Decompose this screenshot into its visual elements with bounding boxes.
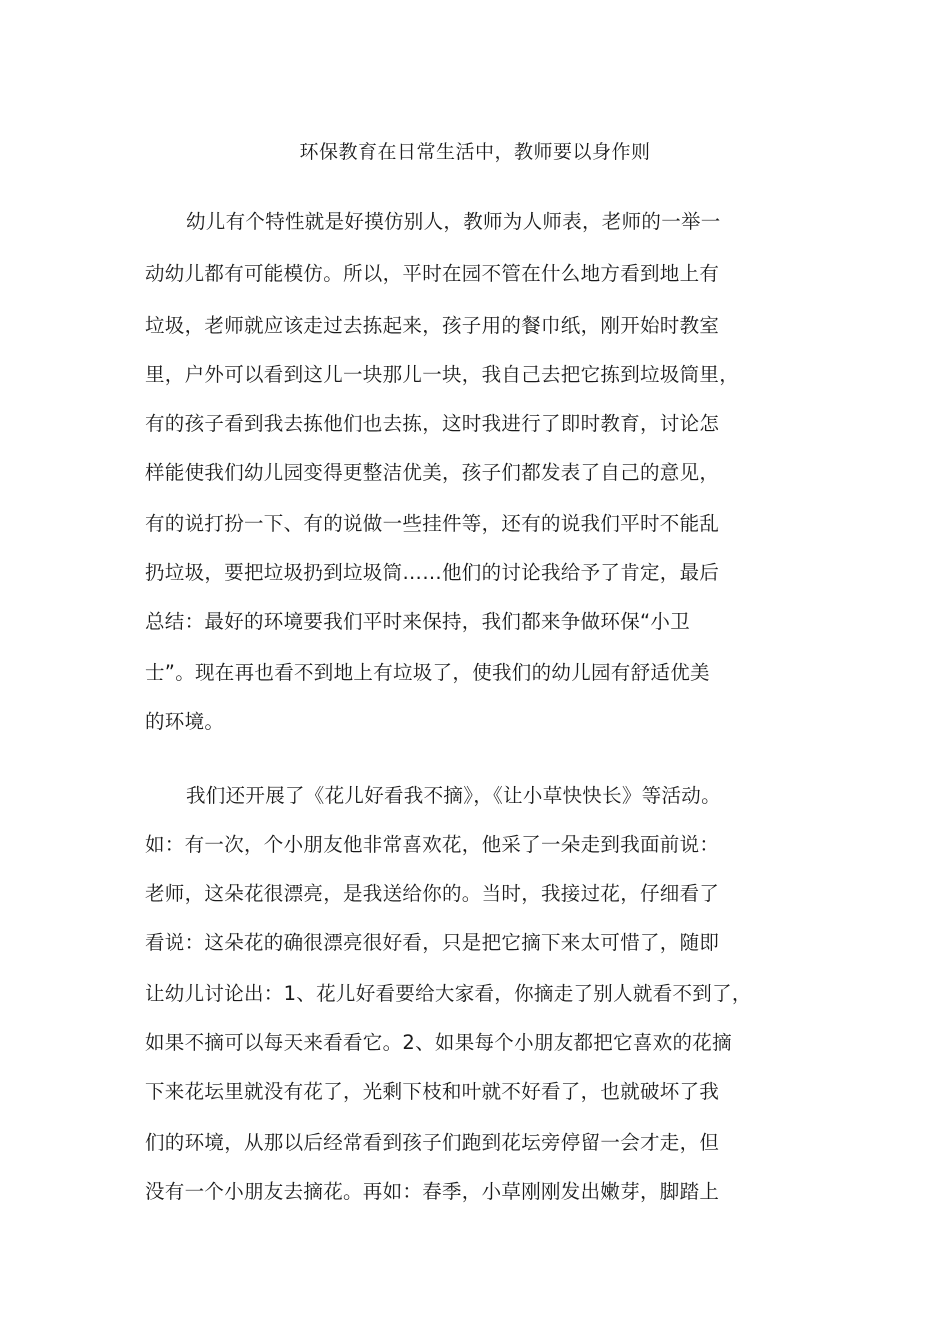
- paragraph-line: 让幼儿讨论出：1、花儿好看要给大家看，你摘走了别人就看不到了，: [145, 982, 752, 1005]
- paragraph-line: 动幼儿都有可能模仿。所以，平时在园不管在什么地方看到地上有: [145, 262, 720, 285]
- paragraph-line: 的环境。: [145, 710, 225, 733]
- paragraph-line: 幼儿有个特性就是好摸仿别人，教师为人师表，老师的一举一: [186, 210, 721, 233]
- paragraph-line: 没有一个小朋友去摘花。再如：春季，小草刚刚发出嫩芽，脚踏上: [145, 1180, 720, 1203]
- paragraph-line: 里，户外可以看到这儿一块那儿一块，我自己去把它拣到垃圾筒里，: [145, 363, 740, 386]
- paragraph-line: 我们还开展了《花儿好看我不摘》，《让小草快快长》等活动。: [186, 784, 721, 807]
- paragraph-line: 扔垃圾，要把垃圾扔到垃圾筒……他们的讨论我给予了肯定，最后: [145, 561, 720, 584]
- paragraph-line: 如果不摘可以每天来看看它。2、如果每个小朋友都把它喜欢的花摘: [145, 1031, 732, 1054]
- paragraph-line: 总结：最好的环境要我们平时来保持，我们都来争做环保“小卫: [145, 610, 691, 633]
- paragraph-line: 有的孩子看到我去拣他们也去拣，这时我进行了即时教育，讨论怎: [145, 412, 720, 435]
- paragraph-line: 士”。现在再也看不到地上有垃圾了，使我们的幼儿园有舒适优美: [145, 661, 710, 684]
- paragraph-line: 看说：这朵花的确很漂亮很好看，只是把它摘下来太可惜了，随即: [145, 931, 720, 954]
- document-title: 环保教育在日常生活中，教师要以身作则: [299, 141, 651, 163]
- paragraph-line: 们的环境，从那以后经常看到孩子们跑到花坛旁停留一会才走，但: [145, 1131, 720, 1154]
- paragraph-line: 如：有一次，个小朋友他非常喜欢花，他采了一朵走到我面前说：: [145, 833, 720, 856]
- paragraph-line: 老师，这朵花很漂亮，是我送给你的。当时，我接过花，仔细看了: [145, 882, 720, 905]
- paragraph-line: 有的说打扮一下、有的说做一些挂件等，还有的说我们平时不能乱: [145, 512, 720, 535]
- paragraph-line: 样能使我们幼儿园变得更整洁优美，孩子们都发表了自己的意见，: [145, 461, 720, 484]
- paragraph-line: 下来花坛里就没有花了，光剩下枝和叶就不好看了，也就破坏了我: [145, 1080, 720, 1103]
- paragraph-line: 垃圾，老师就应该走过去拣起来，孩子用的餐巾纸，刚开始时教室: [145, 314, 720, 337]
